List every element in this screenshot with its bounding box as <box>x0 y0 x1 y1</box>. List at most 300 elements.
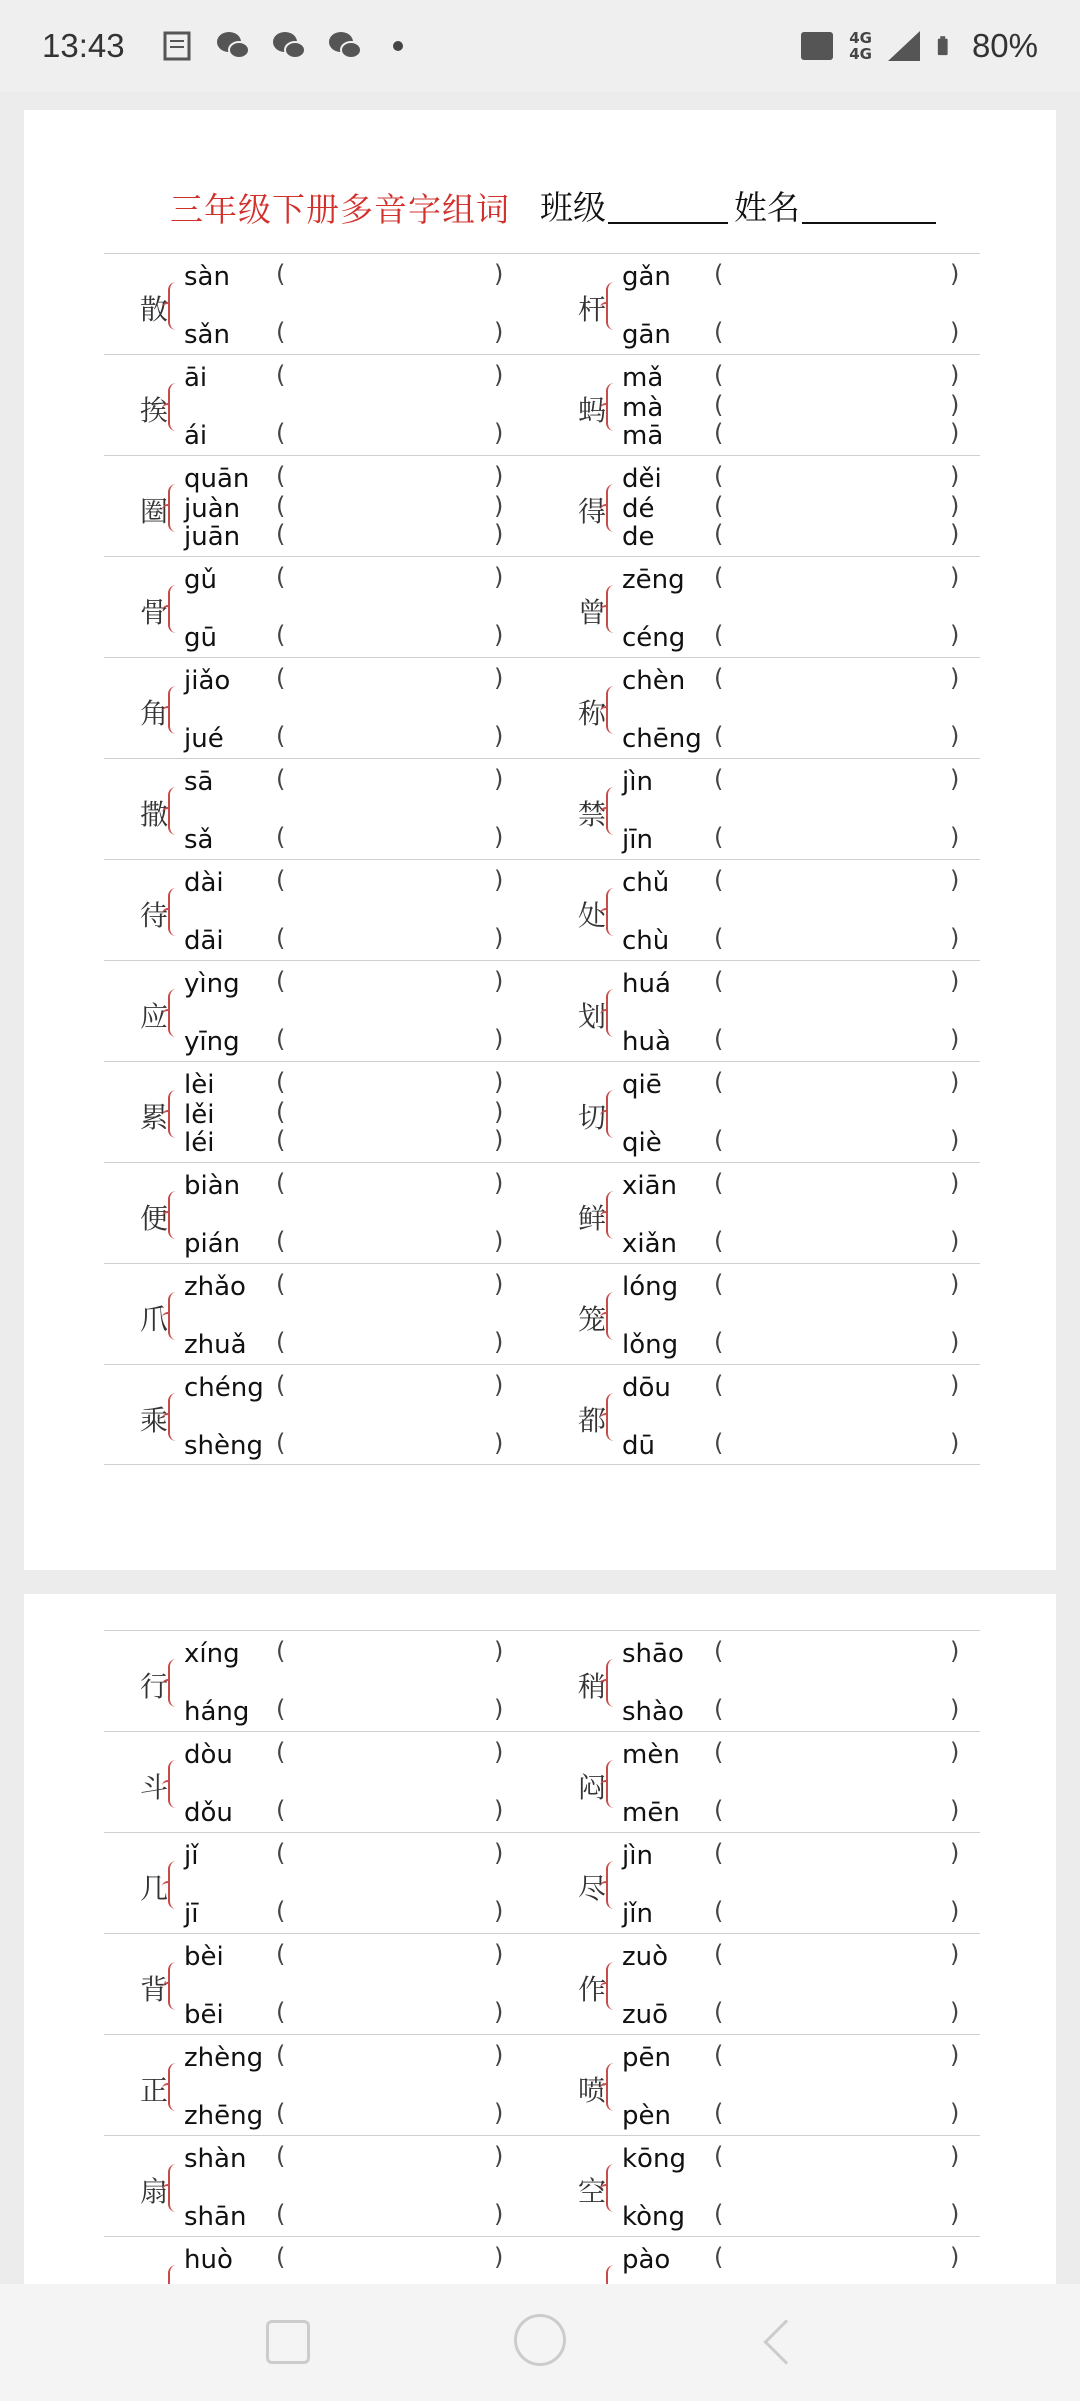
reading-line[interactable] <box>622 1027 962 1057</box>
reading-line[interactable] <box>184 320 524 350</box>
answer-close-paren: ) <box>494 924 504 952</box>
answer-open-paren: ( <box>714 1998 724 2026</box>
pinyin-label: shān <box>184 2202 247 2232</box>
reading-line[interactable] <box>184 1899 524 1929</box>
reading-line[interactable] <box>184 1373 524 1403</box>
reading-line[interactable] <box>622 623 962 653</box>
answer-open-paren: ( <box>276 1328 286 1356</box>
answer-open-paren: ( <box>276 621 286 649</box>
reading-line[interactable] <box>184 1070 524 1100</box>
reading-line[interactable] <box>622 767 962 797</box>
recent-apps-icon[interactable] <box>266 2320 310 2364</box>
answer-close-paren: ) <box>494 492 504 520</box>
pinyin-label: lóng <box>622 1272 679 1302</box>
pinyin-label: xiǎn <box>622 1229 678 1259</box>
polyphone-character: 斗 <box>140 1771 169 1804</box>
reading-line[interactable] <box>184 1229 524 1259</box>
answer-close-paren: ) <box>494 1068 504 1096</box>
pinyin-label: mǎ <box>622 363 664 393</box>
answer-close-paren: ) <box>950 1897 960 1925</box>
back-icon[interactable] <box>763 2319 808 2364</box>
answer-open-paren: ( <box>276 419 286 447</box>
worksheet-row <box>104 859 980 960</box>
pinyin-label: gǔ <box>184 565 217 595</box>
polyphone-character: 稍 <box>578 1670 607 1703</box>
brace-icon <box>606 1659 616 1707</box>
answer-open-paren: ( <box>714 462 724 490</box>
pinyin-label: biàn <box>184 1171 241 1201</box>
pinyin-label: sā <box>184 767 214 797</box>
answer-open-paren: ( <box>714 967 724 995</box>
reading-line[interactable] <box>622 1373 962 1403</box>
pinyin-label: jīn <box>622 825 653 855</box>
pinyin-label: gǎn <box>622 262 671 292</box>
reading-line[interactable] <box>184 494 524 524</box>
answer-close-paren: ) <box>950 1998 960 2026</box>
answer-open-paren: ( <box>276 2099 286 2127</box>
answer-open-paren: ( <box>714 492 724 520</box>
answer-close-paren: ) <box>950 1637 960 1665</box>
answer-close-paren: ) <box>494 520 504 548</box>
brace-icon <box>168 1861 178 1909</box>
class-label: 班级 <box>540 188 606 227</box>
brace-icon <box>606 282 616 330</box>
answer-open-paren: ( <box>276 664 286 692</box>
polyphone-character: 撒 <box>140 798 169 831</box>
reading-line[interactable] <box>622 2043 962 2073</box>
reading-line[interactable] <box>622 1899 962 1929</box>
reading-line[interactable] <box>184 1272 524 1302</box>
answer-close-paren: ) <box>494 260 504 288</box>
reading-line[interactable] <box>184 1330 524 1360</box>
answer-open-paren: ( <box>714 1738 724 1766</box>
answer-open-paren: ( <box>714 563 724 591</box>
reading-line[interactable] <box>622 926 962 956</box>
polyphone-character: 处 <box>578 899 607 932</box>
reading-line[interactable] <box>184 363 524 393</box>
more-notifications-dot-icon <box>393 41 403 51</box>
signal-icon <box>886 29 922 63</box>
polyphone-character: 喷 <box>578 2074 607 2107</box>
answer-open-paren: ( <box>276 1897 286 1925</box>
reading-line[interactable] <box>622 1697 962 1727</box>
polyphone-character: 杆 <box>578 293 607 326</box>
polyphone-entry <box>104 1264 542 1365</box>
answer-open-paren: ( <box>276 924 286 952</box>
polyphone-entry <box>104 1631 542 1732</box>
answer-close-paren: ) <box>494 563 504 591</box>
polyphone-entry <box>542 759 980 860</box>
reading-line[interactable] <box>184 2202 524 2232</box>
answer-open-paren: ( <box>714 765 724 793</box>
answer-open-paren: ( <box>276 967 286 995</box>
pinyin-label: dé <box>622 494 655 524</box>
reading-line[interactable] <box>184 2144 524 2174</box>
answer-close-paren: ) <box>494 2243 504 2271</box>
pinyin-label: yīng <box>184 1027 240 1057</box>
answer-close-paren: ) <box>950 462 960 490</box>
reading-line[interactable] <box>622 2202 962 2232</box>
reading-line[interactable] <box>184 2245 524 2275</box>
reading-line[interactable] <box>184 926 524 956</box>
reading-line[interactable] <box>622 1272 962 1302</box>
answer-close-paren: ) <box>494 1998 504 2026</box>
answer-open-paren: ( <box>714 1839 724 1867</box>
reading-line[interactable] <box>622 868 962 898</box>
polyphone-character: 划 <box>578 1000 607 1033</box>
answer-close-paren: ) <box>950 1169 960 1197</box>
pinyin-label: chù <box>622 926 670 956</box>
pinyin-label: mā <box>622 421 664 451</box>
worksheet-row <box>104 1630 980 1731</box>
answer-open-paren: ( <box>714 1126 724 1154</box>
reading-line[interactable] <box>622 2101 962 2131</box>
polyphone-character: 骨 <box>140 596 169 629</box>
reading-line[interactable] <box>184 623 524 653</box>
reading-line[interactable] <box>622 1330 962 1360</box>
worksheet-page-1[interactable] <box>24 110 1056 1570</box>
pinyin-label: qiè <box>622 1128 662 1158</box>
brace-icon <box>606 686 616 734</box>
answer-open-paren: ( <box>276 318 286 346</box>
answer-close-paren: ) <box>494 1098 504 1126</box>
answer-open-paren: ( <box>276 866 286 894</box>
reading-line[interactable] <box>184 1431 524 1461</box>
polyphone-entry <box>104 254 542 355</box>
polyphone-entry <box>104 557 542 658</box>
reading-line[interactable] <box>184 262 524 292</box>
answer-close-paren: ) <box>494 823 504 851</box>
answer-open-paren: ( <box>714 664 724 692</box>
answer-close-paren: ) <box>950 1940 960 1968</box>
worksheet-row <box>104 1364 980 1465</box>
pinyin-label: lěi <box>184 1100 215 1130</box>
reading-line[interactable] <box>184 565 524 595</box>
brace-icon <box>606 787 616 835</box>
answer-open-paren: ( <box>276 1738 286 1766</box>
reading-line[interactable] <box>622 320 962 350</box>
brace-icon <box>168 989 178 1037</box>
pinyin-label: zuō <box>622 2000 669 2030</box>
answer-close-paren: ) <box>494 1897 504 1925</box>
answer-close-paren: ) <box>950 1270 960 1298</box>
polyphone-character: 应 <box>140 1000 169 1033</box>
polyphone-entry <box>542 456 980 557</box>
polyphone-entry <box>542 1365 980 1466</box>
worksheet-row <box>104 2034 980 2135</box>
answer-open-paren: ( <box>276 2041 286 2069</box>
pinyin-label: ái <box>184 421 208 451</box>
navigation-bar <box>0 2284 1080 2401</box>
reading-line[interactable] <box>184 522 524 552</box>
answer-open-paren: ( <box>276 1695 286 1723</box>
answer-open-paren: ( <box>714 2200 724 2228</box>
pinyin-label: háng <box>184 1697 250 1727</box>
reading-line[interactable] <box>622 666 962 696</box>
polyphone-entry <box>104 860 542 961</box>
answer-close-paren: ) <box>494 419 504 447</box>
polyphone-entry <box>104 2136 542 2237</box>
reading-line[interactable] <box>184 1639 524 1669</box>
pinyin-label: sǎn <box>184 320 230 350</box>
answer-close-paren: ) <box>494 664 504 692</box>
brace-icon <box>606 1292 616 1340</box>
reading-line[interactable] <box>622 2144 962 2174</box>
answer-close-paren: ) <box>494 462 504 490</box>
polyphone-character: 曾 <box>578 596 607 629</box>
brace-icon <box>168 585 178 633</box>
reading-line[interactable] <box>622 1942 962 1972</box>
brace-icon <box>606 1191 616 1239</box>
polyphone-entry <box>542 1264 980 1365</box>
answer-close-paren: ) <box>494 318 504 346</box>
answer-open-paren: ( <box>276 2243 286 2271</box>
pinyin-label: xíng <box>184 1639 240 1669</box>
home-icon[interactable] <box>514 2314 566 2366</box>
answer-close-paren: ) <box>950 1738 960 1766</box>
worksheet-row <box>104 1162 980 1263</box>
reading-line[interactable] <box>622 522 962 552</box>
worksheet-row <box>104 1263 980 1364</box>
reading-line[interactable] <box>622 825 962 855</box>
answer-open-paren: ( <box>714 2243 724 2271</box>
reading-line[interactable] <box>622 1740 962 1770</box>
answer-open-paren: ( <box>714 2041 724 2069</box>
answer-open-paren: ( <box>276 1429 286 1457</box>
answer-close-paren: ) <box>494 765 504 793</box>
answer-close-paren: ) <box>950 318 960 346</box>
answer-open-paren: ( <box>714 1270 724 1298</box>
reading-line[interactable] <box>184 2101 524 2131</box>
answer-open-paren: ( <box>714 1328 724 1356</box>
reading-line[interactable] <box>622 1070 962 1100</box>
worksheet-row <box>104 2135 980 2236</box>
answer-open-paren: ( <box>714 1068 724 1096</box>
reading-line[interactable] <box>184 825 524 855</box>
pinyin-label: yìng <box>184 969 240 999</box>
answer-open-paren: ( <box>276 1796 286 1824</box>
reading-line[interactable] <box>622 464 962 494</box>
answer-open-paren: ( <box>276 1270 286 1298</box>
pinyin-label: de <box>622 522 655 552</box>
answer-close-paren: ) <box>494 1940 504 1968</box>
pinyin-label: dāi <box>184 926 224 956</box>
answer-open-paren: ( <box>714 1695 724 1723</box>
polyphone-character: 角 <box>140 697 169 730</box>
pinyin-label: huá <box>622 969 671 999</box>
brace-icon <box>606 1090 616 1138</box>
reading-line[interactable] <box>184 724 524 754</box>
reading-line[interactable] <box>184 2043 524 2073</box>
reading-line[interactable] <box>184 1128 524 1158</box>
answer-close-paren: ) <box>494 2041 504 2069</box>
polyphone-entry <box>104 1365 542 1466</box>
reading-line[interactable] <box>622 2000 962 2030</box>
answer-close-paren: ) <box>494 1695 504 1723</box>
answer-close-paren: ) <box>950 492 960 520</box>
name-blank-line <box>802 222 936 224</box>
answer-open-paren: ( <box>714 866 724 894</box>
brace-icon <box>606 1760 616 1808</box>
pinyin-label: bēi <box>184 2000 224 2030</box>
brace-icon <box>168 1191 178 1239</box>
reading-line[interactable] <box>622 969 962 999</box>
answer-close-paren: ) <box>494 1796 504 1824</box>
pinyin-label: pēn <box>622 2043 671 2073</box>
reading-line[interactable] <box>184 767 524 797</box>
reading-line[interactable] <box>622 1639 962 1669</box>
reading-line[interactable] <box>622 262 962 292</box>
reading-line[interactable] <box>184 1100 524 1130</box>
pinyin-label: chéng <box>184 1373 264 1403</box>
brace-icon <box>606 1861 616 1909</box>
reading-line[interactable] <box>184 1841 524 1871</box>
reading-line[interactable] <box>622 1431 962 1461</box>
answer-close-paren: ) <box>950 1429 960 1457</box>
polyphone-character: 尽 <box>578 1872 607 1905</box>
pinyin-label: zēng <box>622 565 685 595</box>
pinyin-label: jiǎo <box>184 666 231 696</box>
pinyin-label: pèn <box>622 2101 671 2131</box>
answer-close-paren: ) <box>494 1738 504 1766</box>
worksheet-row <box>104 455 980 556</box>
answer-close-paren: ) <box>494 1429 504 1457</box>
polyphone-entry <box>104 658 542 759</box>
answer-close-paren: ) <box>950 823 960 851</box>
reading-line[interactable] <box>622 1798 962 1828</box>
reading-line[interactable] <box>184 2000 524 2030</box>
pinyin-label: kōng <box>622 2144 686 2174</box>
brace-icon <box>168 1659 178 1707</box>
answer-close-paren: ) <box>494 1169 504 1197</box>
reading-line[interactable] <box>184 969 524 999</box>
hd-icon <box>799 29 835 63</box>
brace-icon <box>168 787 178 835</box>
polyphone-character: 几 <box>140 1872 169 1905</box>
polyphone-entry <box>542 1631 980 1732</box>
polyphone-character: 切 <box>578 1101 607 1134</box>
answer-close-paren: ) <box>494 1371 504 1399</box>
reading-line[interactable] <box>622 363 962 393</box>
polyphone-entry <box>104 456 542 557</box>
answer-open-paren: ( <box>714 1227 724 1255</box>
polyphone-character: 称 <box>578 697 607 730</box>
brace-icon <box>606 484 616 532</box>
brace-icon <box>606 2063 616 2111</box>
brace-icon <box>606 1962 616 2010</box>
polyphone-character: 便 <box>140 1202 169 1235</box>
polyphone-character: 挨 <box>140 394 169 427</box>
pinyin-label: xiān <box>622 1171 678 1201</box>
polyphone-entry <box>104 355 542 456</box>
reading-line[interactable] <box>184 1942 524 1972</box>
pinyin-label: shào <box>622 1697 684 1727</box>
reading-line[interactable] <box>184 666 524 696</box>
answer-open-paren: ( <box>714 1940 724 1968</box>
answer-open-paren: ( <box>714 260 724 288</box>
network-type: 4G 4G <box>849 29 872 63</box>
reading-line[interactable] <box>622 2245 962 2275</box>
answer-open-paren: ( <box>276 1227 286 1255</box>
reading-line[interactable] <box>184 868 524 898</box>
reading-line[interactable] <box>622 565 962 595</box>
pinyin-label: qiē <box>622 1070 662 1100</box>
answer-close-paren: ) <box>494 1126 504 1154</box>
answer-close-paren: ) <box>950 1796 960 1824</box>
brace-icon <box>606 2164 616 2212</box>
answer-open-paren: ( <box>276 1126 286 1154</box>
answer-open-paren: ( <box>714 621 724 649</box>
reading-line[interactable] <box>622 1171 962 1201</box>
answer-close-paren: ) <box>950 1371 960 1399</box>
brace-icon <box>606 1393 616 1441</box>
reading-line[interactable] <box>184 464 524 494</box>
polyphone-entry <box>542 961 980 1062</box>
pinyin-label: shàn <box>184 2144 247 2174</box>
answer-close-paren: ) <box>950 621 960 649</box>
polyphone-character: 蚂 <box>578 394 607 427</box>
answer-close-paren: ) <box>494 361 504 389</box>
answer-open-paren: ( <box>276 260 286 288</box>
answer-close-paren: ) <box>950 1695 960 1723</box>
pinyin-label: mèn <box>622 1740 680 1770</box>
answer-open-paren: ( <box>276 722 286 750</box>
reading-line[interactable] <box>622 494 962 524</box>
answer-open-paren: ( <box>276 1839 286 1867</box>
answer-open-paren: ( <box>714 1169 724 1197</box>
reading-line[interactable] <box>622 1128 962 1158</box>
polyphone-entry <box>542 1732 980 1833</box>
reading-line[interactable] <box>184 1740 524 1770</box>
answer-open-paren: ( <box>714 1371 724 1399</box>
reading-line[interactable] <box>622 421 962 451</box>
reading-line[interactable] <box>622 1229 962 1259</box>
polyphone-character: 正 <box>140 2074 169 2107</box>
polyphone-character: 扇 <box>140 2175 169 2208</box>
polyphone-entry <box>542 1833 980 1934</box>
answer-open-paren: ( <box>714 1429 724 1457</box>
answer-open-paren: ( <box>276 823 286 851</box>
pinyin-label: zhǎo <box>184 1272 246 1302</box>
polyphone-entry <box>104 961 542 1062</box>
pinyin-label: chǔ <box>622 868 670 898</box>
polyphone-entry <box>104 2035 542 2136</box>
worksheet-row <box>104 1933 980 2034</box>
worksheet-page-2[interactable] <box>24 1594 1056 2401</box>
wechat-icon <box>327 29 363 63</box>
worksheet-row <box>104 1731 980 1832</box>
reading-line[interactable] <box>622 1841 962 1871</box>
answer-close-paren: ) <box>494 1637 504 1665</box>
polyphone-character: 都 <box>578 1404 607 1437</box>
reading-line[interactable] <box>184 1171 524 1201</box>
pinyin-label: kòng <box>622 2202 686 2232</box>
answer-close-paren: ) <box>494 1839 504 1867</box>
reading-line[interactable] <box>622 724 962 754</box>
pinyin-label: zhuǎ <box>184 1330 247 1360</box>
reading-line[interactable] <box>622 393 962 423</box>
reading-line[interactable] <box>184 1697 524 1727</box>
pinyin-label: jǐn <box>622 1899 653 1929</box>
reading-line[interactable] <box>184 1027 524 1057</box>
brace-icon <box>168 1760 178 1808</box>
reading-line[interactable] <box>184 1798 524 1828</box>
polyphone-entry <box>104 1934 542 2035</box>
answer-open-paren: ( <box>714 361 724 389</box>
polyphone-entry <box>104 1833 542 1934</box>
answer-open-paren: ( <box>714 722 724 750</box>
reading-line[interactable] <box>184 421 524 451</box>
